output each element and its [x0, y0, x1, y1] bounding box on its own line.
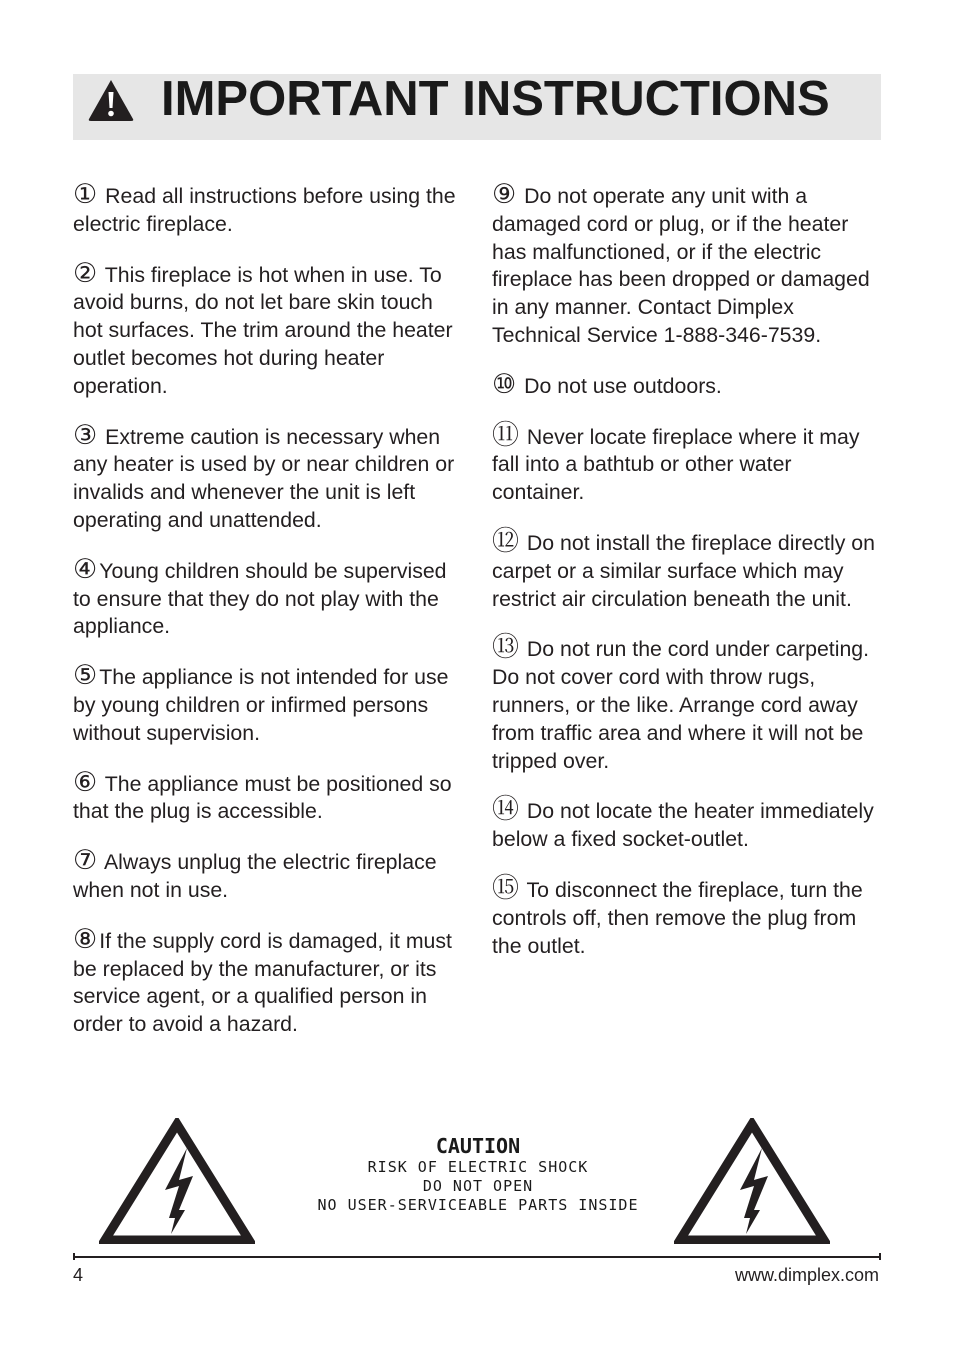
- instruction-item: [73, 660, 461, 747]
- instruction-item: [492, 419, 887, 507]
- item-text: Do not use outdoors.: [518, 373, 722, 398]
- item-text: Young children should be supervised to ensure that they do not play with the appliance.: [73, 558, 447, 639]
- caution-line-shock: RISK OF ELECTRIC SHOCK: [367, 1158, 589, 1176]
- instruction-item: [73, 845, 461, 905]
- website-link[interactable]: www.dimplex.com: [734, 1265, 879, 1285]
- item-number: ⑧: [73, 923, 98, 954]
- instruction-item: [73, 553, 461, 641]
- page-title: IMPORTANT INSTRUCTIONS: [161, 72, 830, 126]
- caution-title: CAUTION: [435, 1134, 521, 1158]
- instruction-item: [492, 632, 887, 775]
- item-number: ③: [73, 419, 98, 450]
- item-number: ⑩: [492, 368, 517, 399]
- item-number: ⑦: [73, 845, 98, 876]
- warning-triangle-icon: [87, 78, 135, 122]
- item-number: ⑨: [492, 179, 517, 209]
- item-text: Never locate fireplace where it may fall into a bathtub or other water container.: [492, 424, 860, 505]
- item-number: ⑮: [492, 872, 519, 903]
- item-number: ⑥: [73, 766, 98, 797]
- instruction-item: [492, 872, 887, 960]
- caution-label: [290, 1134, 666, 1215]
- caution-line-no-parts: NO USER-SERVICEABLE PARTS INSIDE: [317, 1196, 639, 1214]
- instruction-item: [73, 923, 461, 1039]
- item-text: Do not run the cord under carpeting. Do not cover cord with throw rugs, runners, or the like. Arrange cord away from traffic area and where it will not be tripped over.: [492, 637, 870, 773]
- item-number: ②: [73, 257, 98, 288]
- caution-line-do-not-open: DO NOT OPEN: [422, 1177, 534, 1195]
- electric-shock-warning-icon: [674, 1118, 830, 1244]
- instruction-item: [73, 419, 461, 535]
- header-bar: [73, 74, 881, 140]
- item-text: Do not operate any unit with a damaged cord or plug, or if the heater has malfunctioned, or if the electric fireplace has been dropped or damaged in any manner. Contact Dimplex Technical Service 1-888-346-7539.: [492, 184, 870, 347]
- item-number: ④: [73, 553, 98, 584]
- instructions-left-column: [73, 179, 461, 1062]
- instruction-item: [73, 257, 461, 401]
- item-number: ①: [73, 179, 98, 209]
- item-text: The appliance must be positioned so that the plug is accessible.: [73, 771, 452, 824]
- item-text: If the supply cord is damaged, it must be replaced by the manufacturer, or its service agent, or a qualified person in order to avoid a hazard.: [73, 928, 452, 1037]
- instruction-item: [492, 368, 887, 401]
- caution-block: [0, 1110, 954, 1250]
- item-text: Read all instructions before using the electric fireplace.: [73, 184, 456, 236]
- item-text: To disconnect the fireplace, turn the controls off, then remove the plug from the outlet.: [492, 877, 863, 958]
- item-text: The appliance is not intended for use by young children or infirmed persons without supervision.: [73, 665, 449, 745]
- instruction-item: [492, 525, 887, 613]
- item-text: Always unplug the electric fireplace when not in use.: [73, 850, 437, 902]
- item-text: Do not install the fireplace directly on carpet or a similar surface which may restrict air circulation beneath the unit.: [492, 530, 875, 611]
- instruction-item: [492, 179, 887, 350]
- item-number: ⑬: [492, 632, 519, 663]
- footer-divider-tick: [73, 1253, 75, 1260]
- instruction-item: [492, 794, 887, 854]
- page-number: 4: [73, 1265, 84, 1285]
- item-text: Extreme caution is necessary when any heater is used by or near children or invalids and whenever the unit is left operating and unattended.: [73, 424, 455, 532]
- item-text: This fireplace is hot when in use. To avoid burns, do not let bare skin touch hot surfaces. The trim around the heater outlet becomes hot during heater operation.: [73, 262, 453, 398]
- item-number: ⑫: [492, 525, 519, 556]
- footer-divider: [73, 1256, 881, 1258]
- item-number: ⑭: [492, 794, 519, 825]
- instruction-item: [73, 179, 461, 239]
- instructions-right-column: [492, 179, 887, 983]
- instruction-item: [73, 766, 461, 827]
- item-number: ⑤: [73, 660, 98, 691]
- item-number: ⑪: [492, 419, 519, 450]
- footer-divider-tick: [879, 1253, 881, 1260]
- item-text: Do not locate the heater immediately below a fixed socket-outlet.: [492, 799, 874, 852]
- electric-shock-warning-icon: [99, 1118, 255, 1244]
